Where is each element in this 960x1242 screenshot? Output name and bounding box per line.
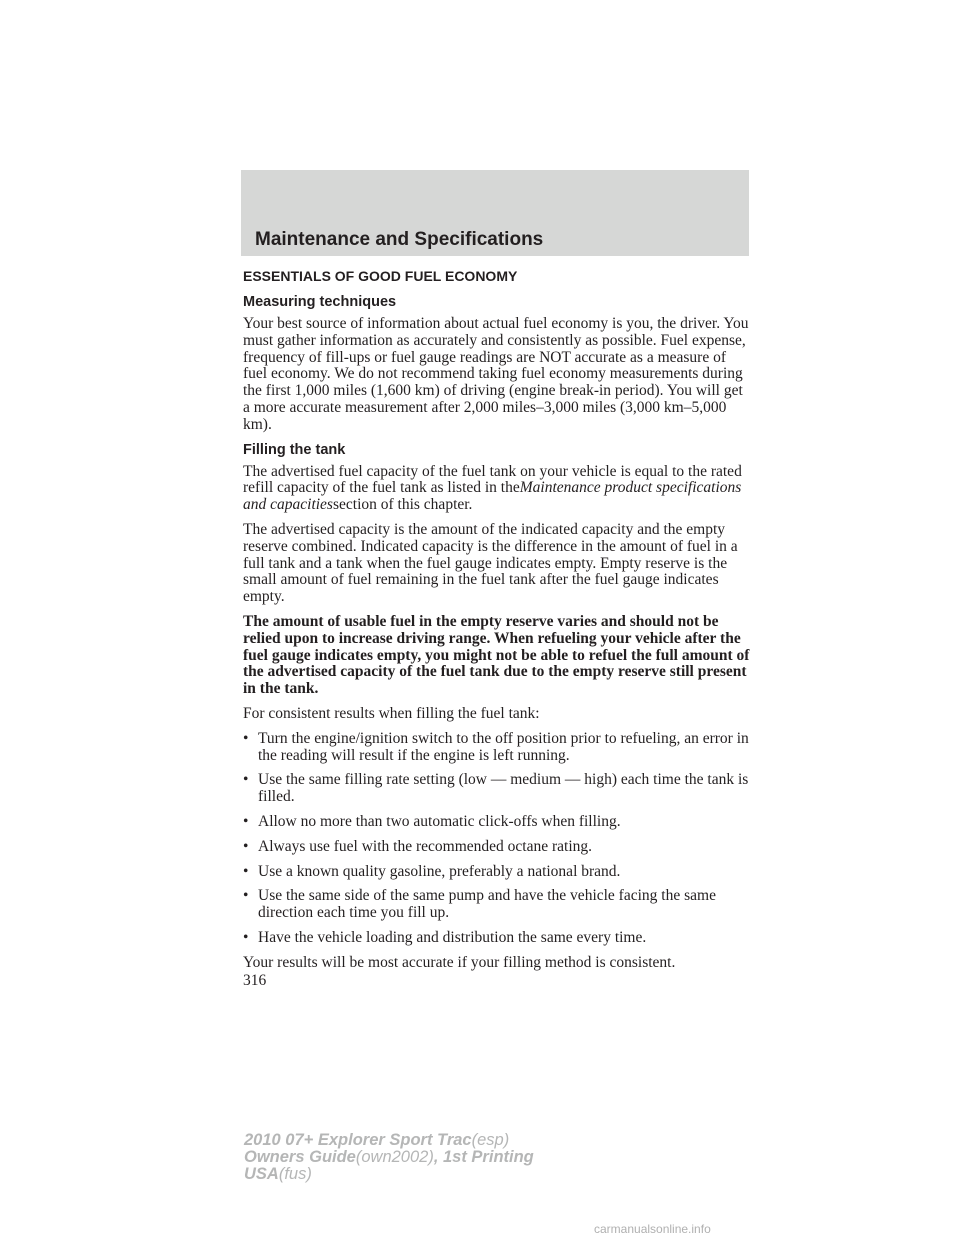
filling-p1-text-end: section of this chapter. bbox=[332, 496, 473, 514]
page-number: 316 bbox=[243, 971, 267, 989]
bullet-icon: • bbox=[243, 887, 249, 905]
bullet-icon: • bbox=[243, 729, 249, 747]
bullet-icon: • bbox=[243, 862, 249, 880]
footer-market: USA bbox=[244, 1165, 279, 1183]
bullet-icon: • bbox=[243, 812, 249, 830]
filling-paragraph-2: The advertised capacity is the amount of the indicated capacity and the empty reserve combined. Indicated capacity is the difference in the amount of fuel in a full tank and a tank when the fuel gauge indicates empty. Empty reserve is the small amount of fuel remaining in the fuel tank after the fuel gauge indicates empty. bbox=[243, 520, 738, 606]
measuring-heading: Measuring techniques bbox=[243, 294, 397, 310]
closing-paragraph: Your results will be most accurate if your filling method is consistent. bbox=[243, 953, 676, 971]
bullet-icon: • bbox=[243, 837, 249, 855]
list-item-text: Use the same filling rate setting (low — medium — high) each time the tank is filled. bbox=[258, 771, 749, 806]
list-item-text: Turn the engine/ignition switch to the off position prior to refueling, an error in the reading will result if the engine is left running. bbox=[258, 729, 749, 764]
main-heading: ESSENTIALS OF GOOD FUEL ECONOMY bbox=[243, 268, 518, 284]
page-content bbox=[243, 268, 753, 989]
print-footer bbox=[244, 1132, 534, 1183]
list-item bbox=[243, 814, 753, 831]
list-item-text: Use a known quality gasoline, preferably a national brand. bbox=[258, 862, 621, 880]
footer-guide: Owners Guide bbox=[244, 1148, 356, 1166]
list-item-text: Allow no more than two automatic click-offs when filling. bbox=[258, 812, 621, 830]
tips-list bbox=[243, 731, 753, 947]
footer-guide-code: (own2002) bbox=[355, 1148, 434, 1166]
footer-market-code: (fus) bbox=[278, 1165, 312, 1183]
bullets-intro: For consistent results when filling the fuel tank: bbox=[243, 704, 540, 722]
bullet-icon: • bbox=[243, 928, 249, 946]
footer-line-2 bbox=[244, 1149, 534, 1166]
filling-p1-reference: Maintenance product specifications and capacities bbox=[243, 479, 742, 514]
watermark: carmanualsonline.info bbox=[594, 1222, 711, 1236]
list-item bbox=[243, 839, 753, 856]
warning-paragraph: The amount of usable fuel in the empty reserve varies and should not be relied upon to increase driving range. When refueling your vehicle after the fuel gauge indicates empty, you might not be able to refuel the full amount of the advertised capacity of the fuel tank due to the empty reserve still present in the tank. bbox=[243, 612, 750, 698]
list-item-text: Have the vehicle loading and distribution the same every time. bbox=[258, 928, 647, 946]
filling-heading: Filling the tank bbox=[243, 441, 346, 458]
footer-model-code: (esp) bbox=[471, 1131, 510, 1149]
footer-line-3 bbox=[244, 1166, 534, 1183]
section-header-band bbox=[241, 170, 749, 256]
list-item bbox=[243, 731, 753, 765]
footer-model: 2010 07+ Explorer Sport Trac bbox=[244, 1131, 472, 1149]
footer-line-1 bbox=[244, 1132, 534, 1149]
list-item bbox=[243, 864, 753, 881]
list-item-text: Use the same side of the same pump and have the vehicle facing the same direction each time you fill up. bbox=[258, 887, 716, 922]
filling-paragraph-1 bbox=[243, 464, 753, 514]
filling-p1-text: The advertised fuel capacity of the fuel tank on your vehicle is equal to the rated refill capacity of the fuel tank as listed in the bbox=[243, 462, 742, 497]
list-item-text: Always use fuel with the recommended octane rating. bbox=[258, 837, 592, 855]
section-title: Maintenance and Specifications bbox=[255, 229, 544, 250]
measuring-paragraph: Your best source of information about actual fuel economy is you, the driver. You must gather information as accurately and consistently as possible. Fuel expense, frequency of fill-ups or fuel gauge readings are NOT accurate as a measure of fuel economy. We do not recommend taking fuel economy measurements during the first 1,000 miles (1,600 km) of driving (engine break-in period). You will get a more accurate measurement after 2,000 miles–3,000 miles (3,000 km–5,000 km). bbox=[243, 315, 749, 433]
list-item bbox=[243, 772, 753, 806]
footer-printing: , 1st Printing bbox=[433, 1148, 534, 1166]
bullet-icon: • bbox=[243, 771, 249, 789]
list-item bbox=[243, 888, 753, 922]
list-item bbox=[243, 930, 753, 947]
